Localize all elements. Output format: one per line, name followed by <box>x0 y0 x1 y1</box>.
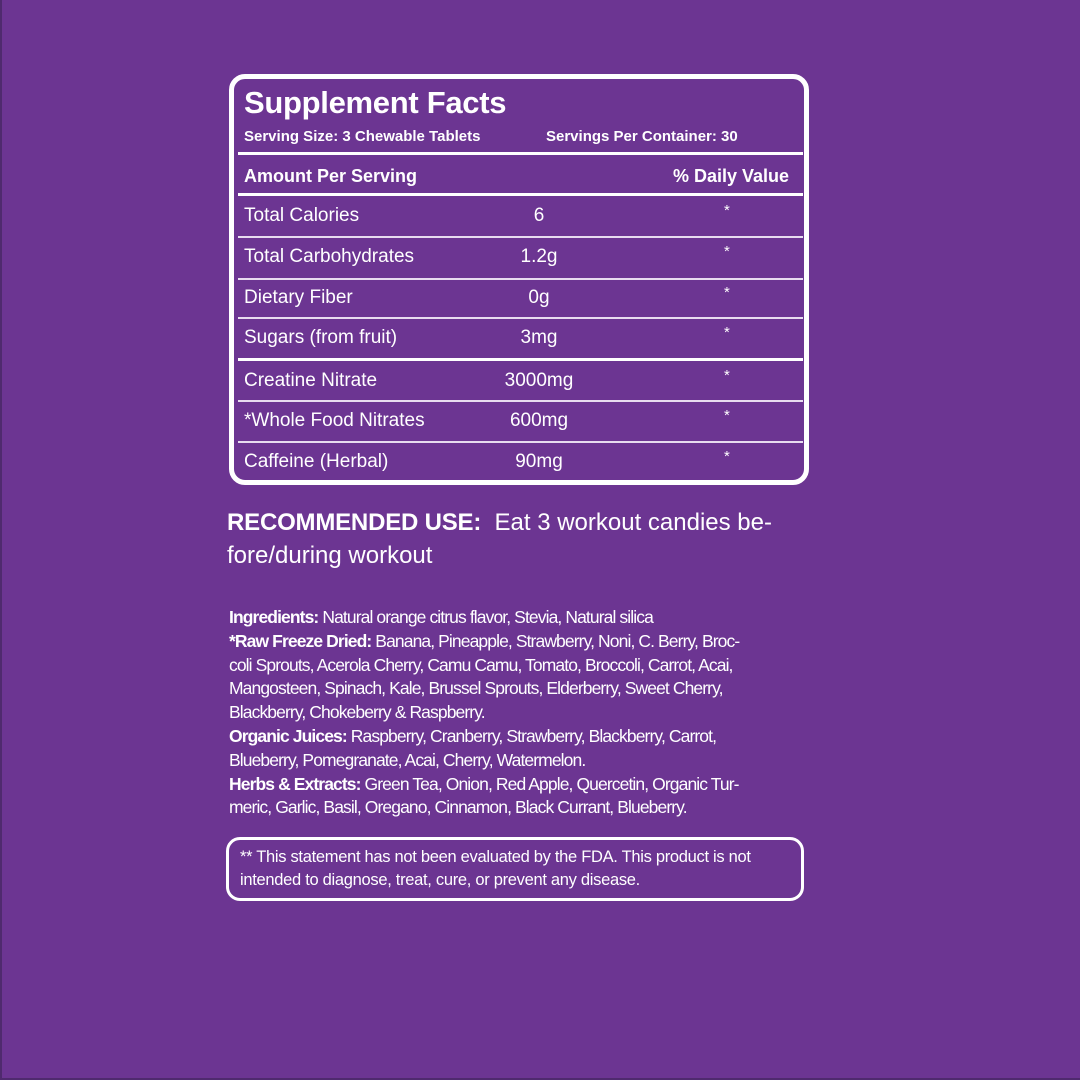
recommended-use-text: Eat 3 workout candies be- <box>494 509 772 536</box>
organic-juices-label: Organic Juices: <box>229 725 347 746</box>
recommended-use-label: RECOMMENDED USE: <box>227 509 482 536</box>
nutrient-name: Total Carbohydrates <box>244 246 415 267</box>
nutrient-row <box>234 442 804 482</box>
servings-per-container: Servings Per Container: 30 <box>546 128 738 145</box>
facts-title: Supplement Facts <box>244 85 507 120</box>
nutrient-row <box>234 196 804 236</box>
supplement-facts-panel <box>229 74 809 485</box>
nutrient-row <box>234 278 804 318</box>
nutrient-row <box>234 237 804 277</box>
disclaimer-line-2: intended to diagnose, treat, cure, or prevent any disease. <box>240 871 640 889</box>
nutrient-daily-value: * <box>724 324 730 341</box>
ingredients-text: Natural orange citrus flavor, Stevia, Natural silica <box>322 607 653 627</box>
nutrient-name: Dietary Fiber <box>244 287 353 308</box>
nutrient-daily-value: * <box>724 407 730 424</box>
nutrient-amount: 600mg <box>509 410 569 431</box>
nutrient-row <box>234 318 804 358</box>
herbs-extracts-line: meric, Garlic, Basil, Oregano, Cinnamon, Black Currant, Blueberry. <box>229 797 687 818</box>
organic-juices-line <box>229 725 819 749</box>
recommended-use <box>227 506 837 572</box>
nutrient-daily-value: * <box>724 243 730 260</box>
herbs-extracts-line <box>229 773 819 797</box>
fda-disclaimer-box <box>226 837 804 901</box>
nutrient-name: *Whole Food Nitrates <box>244 410 425 431</box>
organic-juices-line: Blueberry, Pomegranate, Acai, Cherry, Watermelon. <box>229 749 586 770</box>
header-amount-per-serving: Amount Per Serving <box>244 166 418 186</box>
organic-juices-text: Raspberry, Cranberry, Strawberry, Blackberry, Carrot, <box>350 725 717 746</box>
nutrient-name: Caffeine (Herbal) <box>244 451 389 472</box>
raw-freeze-dried-label: *Raw Freeze Dried: <box>229 630 372 651</box>
raw-freeze-dried-text: Banana, Pineapple, Strawberry, Noni, C. Berry, Broc- <box>375 630 740 651</box>
divider <box>238 152 803 155</box>
ingredients-block <box>229 606 819 820</box>
nutrient-name: Creatine Nitrate <box>244 370 378 391</box>
nutrient-name: Total Calories <box>244 205 360 226</box>
nutrient-row <box>234 401 804 441</box>
left-edge-shadow <box>0 0 2 1080</box>
nutrient-daily-value: * <box>724 284 730 301</box>
raw-freeze-dried-line: coli Sprouts, Acerola Cherry, Camu Camu, Tomato, Broccoli, Carrot, Acai, <box>229 654 733 675</box>
ingredients-label: Ingredients: <box>229 607 319 627</box>
nutrient-amount: 3000mg <box>504 370 574 391</box>
nutrient-amount: 3mg <box>520 327 558 348</box>
nutrient-amount: 0g <box>528 287 550 308</box>
nutrient-name: Sugars (from fruit) <box>244 327 398 348</box>
serving-size: Serving Size: 3 Chewable Tablets <box>244 128 481 145</box>
fda-disclaimer-text <box>240 846 751 892</box>
ingredients-line <box>229 606 819 630</box>
recommended-use-line-1 <box>227 506 837 539</box>
herbs-extracts-label: Herbs & Extracts: <box>229 773 361 794</box>
disclaimer-line-1: ** This statement has not been evaluated by the FDA. This product is not <box>240 848 751 866</box>
raw-freeze-dried-line: Mangosteen, Spinach, Kale, Brussel Sprouts, Elderberry, Sweet Cherry, <box>229 678 723 699</box>
raw-freeze-dried-line <box>229 630 819 654</box>
nutrient-amount: 6 <box>533 205 545 226</box>
recommended-use-line-2: fore/during workout <box>227 542 433 569</box>
nutrient-row <box>234 361 804 401</box>
nutrient-daily-value: * <box>724 367 730 384</box>
herbs-extracts-text: Green Tea, Onion, Red Apple, Quercetin, Organic Tur- <box>364 773 739 794</box>
raw-freeze-dried-line: Blackberry, Chokeberry & Raspberry. <box>229 702 485 723</box>
header-daily-value: % Daily Value <box>672 166 789 186</box>
nutrient-daily-value: * <box>724 202 730 219</box>
nutrient-daily-value: * <box>724 448 730 465</box>
nutrient-amount: 1.2g <box>520 246 558 267</box>
nutrient-amount: 90mg <box>515 451 563 472</box>
